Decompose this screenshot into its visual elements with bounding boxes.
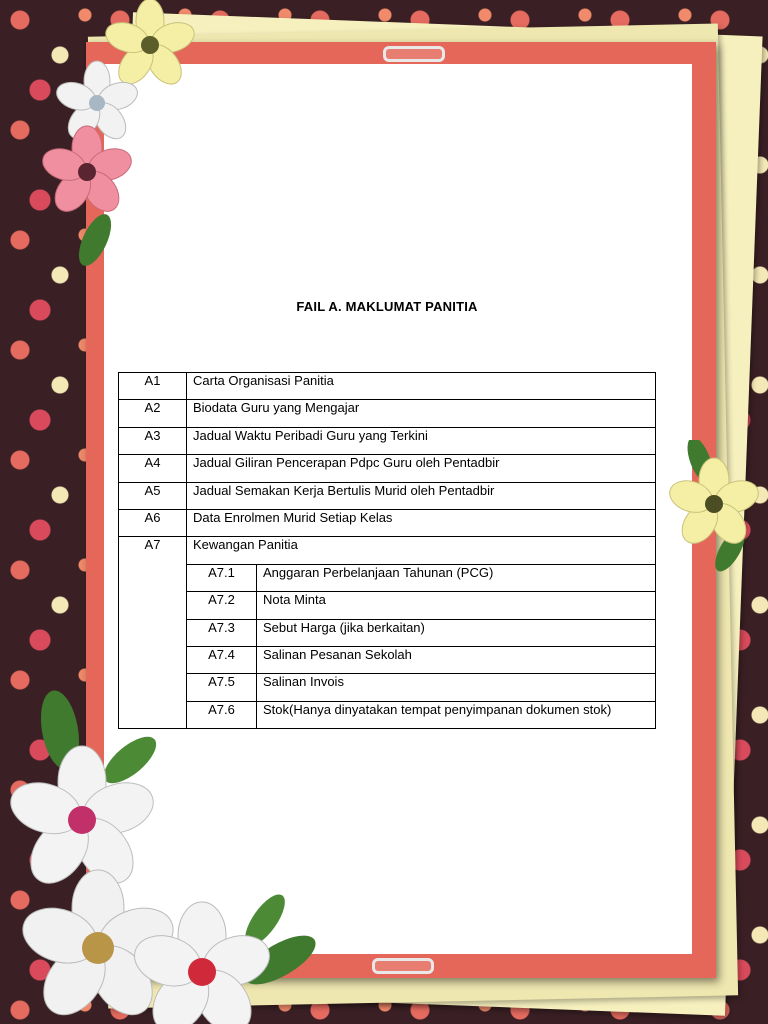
paper-clip-icon: [383, 46, 445, 62]
table-row: [119, 455, 656, 482]
subrow-label: Stok(Hanya dinyatakan tempat penyimpanan dokumen stok): [257, 701, 656, 728]
table-row: [119, 482, 656, 509]
row-code: A4: [119, 455, 187, 482]
subrow-code: A7.5: [187, 674, 257, 701]
row-code: A3: [119, 427, 187, 454]
row-label: Jadual Waktu Peribadi Guru yang Terkini: [187, 427, 656, 454]
subrow-code: A7.2: [187, 592, 257, 619]
table-subrow: [119, 592, 656, 619]
contents-table: [118, 372, 656, 729]
row-code: A7: [119, 537, 187, 729]
row-label: Jadual Semakan Kerja Bertulis Murid oleh Pentadbir: [187, 482, 656, 509]
row-label: Biodata Guru yang Mengajar: [187, 400, 656, 427]
subrow-code: A7.4: [187, 646, 257, 673]
row-label: Data Enrolmen Murid Setiap Kelas: [187, 509, 656, 536]
row-code: A5: [119, 482, 187, 509]
table-subrow: [119, 674, 656, 701]
leaf-icon: [60, 205, 130, 275]
row-code: A6: [119, 509, 187, 536]
table-row: [119, 427, 656, 454]
table-subrow: [119, 701, 656, 728]
row-code: A2: [119, 400, 187, 427]
subrow-label: Anggaran Perbelanjaan Tahunan (PCG): [257, 564, 656, 591]
row-label: Carta Organisasi Panitia: [187, 373, 656, 400]
subrow-code: A7.3: [187, 619, 257, 646]
flower-icon: [660, 440, 768, 580]
table-subrow: [119, 564, 656, 591]
subrow-label: Salinan Pesanan Sekolah: [257, 646, 656, 673]
row-label: Kewangan Panitia: [187, 537, 656, 564]
table-row: [119, 537, 656, 564]
table-row: [119, 400, 656, 427]
subrow-label: Sebut Harga (jika berkaitan): [257, 619, 656, 646]
subrow-label: Salinan Invois: [257, 674, 656, 701]
paper-clip-icon: [372, 958, 434, 974]
subrow-label: Nota Minta: [257, 592, 656, 619]
table-row: [119, 509, 656, 536]
row-code: A1: [119, 373, 187, 400]
subrow-code: A7.1: [187, 564, 257, 591]
table-subrow: [119, 646, 656, 673]
document-title: FAIL A. MAKLUMAT PANITIA: [296, 299, 478, 314]
subrow-code: A7.6: [187, 701, 257, 728]
row-label: Jadual Giliran Pencerapan Pdpc Guru oleh Pentadbir: [187, 455, 656, 482]
table-row: [119, 373, 656, 400]
table-subrow: [119, 619, 656, 646]
flower-icon: [0, 860, 330, 1024]
